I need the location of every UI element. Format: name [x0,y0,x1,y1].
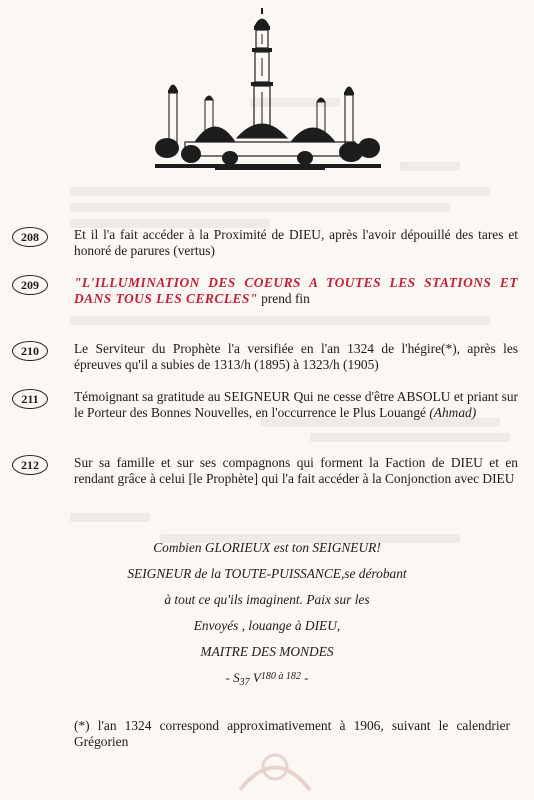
ref-prefix: - S [225,670,240,685]
footnote: (*) l'an 1324 correspond approximativement à 1906, suivant le calendrier Grégorien [74,718,510,749]
verse-text: Sur sa famille et sur ses compagnons qui forment la Faction de DIEU et en rendant grâce à celui [le Prophète] qui l'a fait accéder à la Conjonction avec DIEU [74,455,518,486]
ref-mid: V [249,670,261,685]
work-title: "L'ILLUMINATION DES COEURS A TOUTES LES STATIONS ET DANS TOUS LES CERCLES" [74,275,518,306]
verse-text [74,275,518,307]
closing-line: SEIGNEUR de la TOUTE-PUISSANCE,se dérobant [127,566,407,581]
verse-text [74,389,518,421]
faint-seal-image [230,735,320,797]
ref-verses: 180 à 182 [260,671,301,682]
verse-text-italic: (Ahmad) [429,405,477,420]
closing-line: Envoyés , louange à DIEU, [193,618,341,633]
quran-reference [0,665,534,691]
verse-number: 209 [12,275,48,295]
ref-sura: 37 [239,677,250,688]
verse-text-main: Témoignant sa gratitude au SEIGNEUR Qui ne cesse d'être ABSOLU et priant sur le Porteur des Bonnes Nouvelles, en l'occurrence le Plus Louangé [74,389,518,420]
verse-number: 210 [12,341,48,361]
closing-line: Combien GLORIEUX est ton SEIGNEUR! [153,540,381,555]
verse-text: Le Serviteur du Prophète l'a versifiée en l'an 1324 de l'hégire(*), après les épreuves qu'il a subies de 1313/h (1895) à 1323/h (1905) [74,341,518,372]
mosque-illustration [155,8,381,174]
verse-number: 208 [12,227,48,247]
closing-line: MAITRE DES MONDES [200,644,334,659]
closing-line: à tout ce qu'ils imaginent. Paix sur les [164,592,370,607]
verse-suffix: prend fin [257,291,310,306]
ref-suffix: - [300,670,309,685]
verse-number: 211 [12,389,48,409]
verse-number: 212 [12,455,48,475]
closing-doxology [0,535,534,691]
verse-text: Et il l'a fait accéder à la Proximité de DIEU, après l'avoir dépouillé des tares et honoré de parures (vertus) [74,227,518,258]
